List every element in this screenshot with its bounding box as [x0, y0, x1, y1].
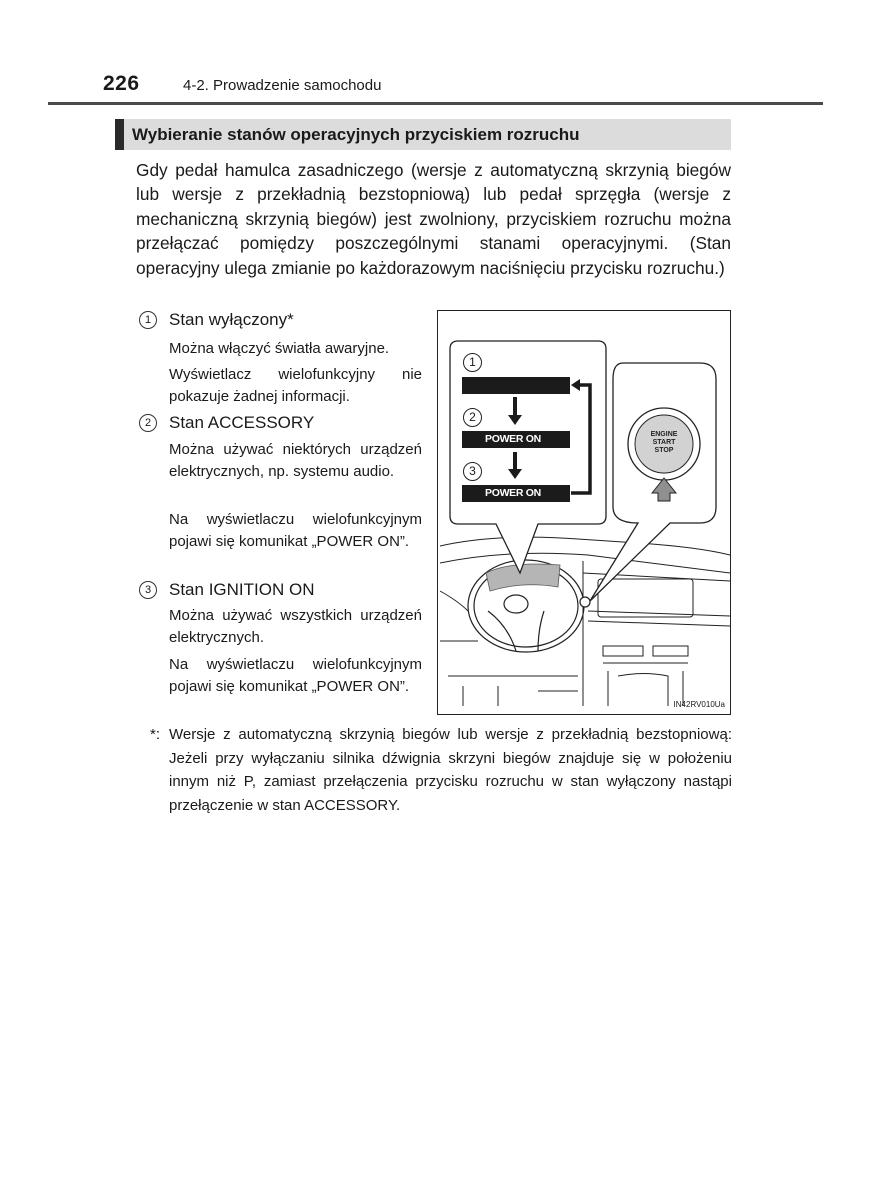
display-text-2: POWER ON: [485, 433, 541, 445]
dashboard-figure: [437, 310, 731, 715]
footnote: [150, 723, 732, 817]
page-number: 226: [103, 72, 140, 95]
footnote-text: Wersje z automatyczną skrzynią biegów lub wersje z przekładnią bezstopniową: Jeżeli przy wyłączaniu silnika dźwignia skrzyni biegów znajduje się w położeniu innym niż P, zamiast przełączenia przycisku rozruchu w stan wyłączony nastąpi przełączenie w stan ACCESSORY.: [169, 726, 732, 814]
circled-number-3: 3: [139, 581, 157, 599]
circled-number-1: 1: [139, 311, 157, 329]
item-2-label: Stan ACCESSORY: [169, 413, 315, 432]
footnote-mark: *:: [150, 726, 161, 743]
circled-number-2: 2: [139, 414, 157, 432]
button-text-engine: ENGINE: [650, 431, 678, 438]
header-rule: [48, 102, 823, 105]
dashboard-illustration: [438, 311, 732, 716]
display-text-3: POWER ON: [485, 487, 541, 499]
figure-code: IN42RV010Ua: [673, 700, 725, 709]
figure-step-3: 3: [463, 462, 482, 481]
item-3-desc-2: Na wyświetlaczu wielofunkcyjnym pojawi się komunikat „POWER ON”.: [169, 656, 422, 695]
button-text-start: START: [652, 439, 676, 446]
item-1-desc-1: Można włączyć światła awaryjne.: [169, 340, 390, 357]
item-3-desc-1: Można używać wszystkich urządzeń elektrycznych.: [169, 607, 422, 646]
item-2-desc-1: Można używać niektórych urządzeń elektrycznych, np. systemu audio.: [169, 441, 422, 480]
intro-paragraph: Gdy pedał hamulca zasadniczego (wersje z automatyczną skrzynią biegów lub wersje z przekładnią bezstopniową) lub pedał sprzęgła (wersje z mechaniczną skrzynią biegów) jest zwolniony, przyciskiem rozruchu można przełączać pomiędzy poszczególnymi stanami operacyjnymi. (Stan operacyjny ulega zmianie po każdorazowym naciśnięciu przycisku rozruchu.): [136, 160, 731, 278]
section-heading: Wybieranie stanów operacyjnych przyciskiem rozruchu: [115, 119, 731, 150]
item-2-desc-2: Na wyświetlaczu wielofunkcyjnym pojawi się komunikat „POWER ON”.: [169, 511, 422, 550]
item-3-label: Stan IGNITION ON: [169, 580, 315, 599]
item-1-label: Stan wyłączony*: [169, 310, 294, 329]
item-2-title: [139, 413, 314, 433]
item-1-desc-2: Wyświetlacz wielofunkcyjny nie pokazuje żadnej informacji.: [169, 366, 422, 405]
button-text-stop: STOP: [654, 447, 674, 454]
figure-step-1: 1: [463, 353, 482, 372]
item-1-title: [139, 310, 294, 330]
figure-step-2: 2: [463, 408, 482, 427]
engine-start-stop-button-label: [644, 431, 684, 455]
chapter-title: 4-2. Prowadzenie samochodu: [183, 77, 382, 94]
item-3-title: [139, 580, 314, 600]
